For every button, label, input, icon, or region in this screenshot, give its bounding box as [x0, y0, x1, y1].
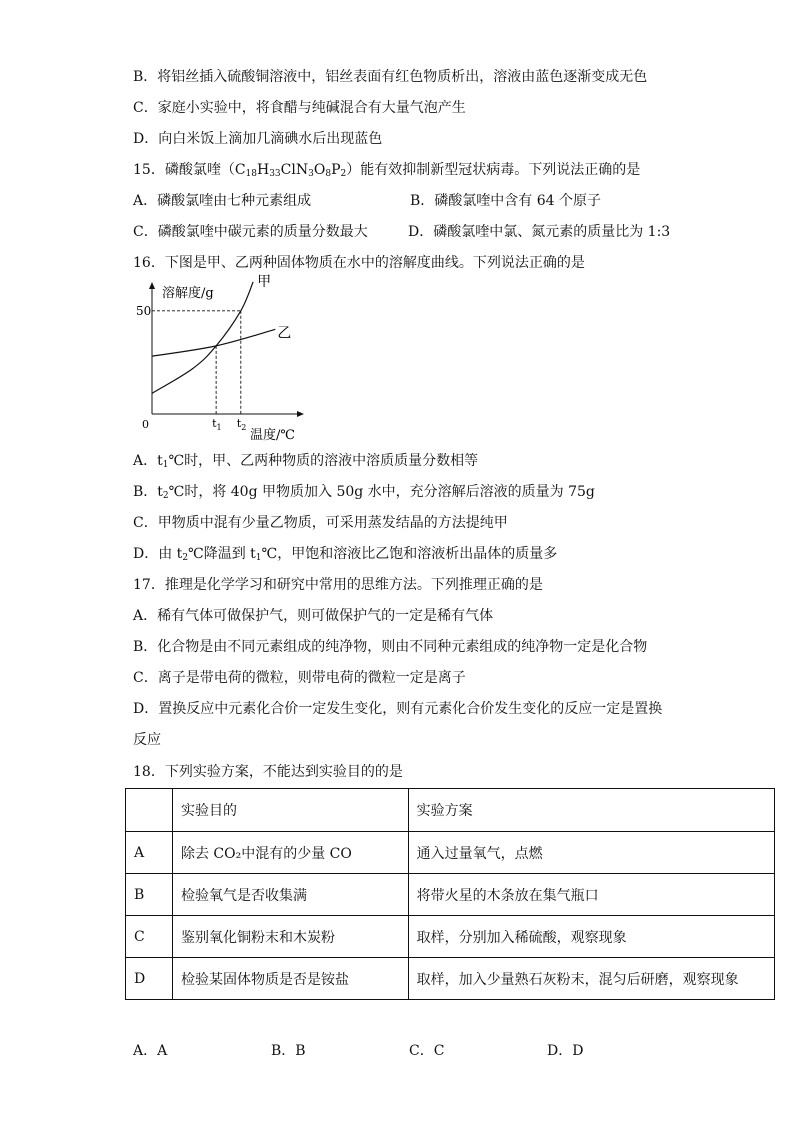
q15-sub-n: 3 — [308, 169, 314, 179]
q14-option-b: B．将铝丝插入硫酸铜溶液中，铝丝表面有红色物质析出，溶液由蓝色逐渐变成无色 — [133, 69, 648, 85]
y-tick-50: 50 — [136, 303, 152, 318]
table-row — [126, 958, 775, 1000]
series-yi-line — [152, 329, 275, 356]
table-cell: 取样，加入少量熟石灰粉末，混匀后研磨，观察现象 — [408, 958, 774, 1000]
q15-option-a: A．磷酸氯喹由七种元素组成 — [133, 193, 312, 209]
q17-option-a: A．稀有气体可做保护气，则可做保护气的一定是稀有气体 — [133, 608, 494, 624]
table-cell: C — [126, 916, 173, 958]
table-cell: 检验某固体物质是否是铵盐 — [172, 958, 408, 1000]
q17-option-b: B．化合物是由不同元素组成的纯净物，则由不同种元素组成的纯净物一定是化合物 — [133, 639, 648, 655]
q15-h: H — [256, 162, 270, 178]
table-cell: 检验氧气是否收集满 — [172, 874, 408, 916]
q16d-pre: D．由 t — [133, 546, 183, 562]
q15-option-d: D．磷酸氯喹中氯、氮元素的质量比为 1:3 — [408, 224, 671, 240]
q17-option-c: C．离子是带电荷的微粒，则带电荷的微粒一定是离子 — [133, 670, 466, 686]
origin-label: 0 — [142, 418, 149, 431]
x-tick-t1-sub: 1 — [216, 423, 222, 432]
q15-stem — [133, 161, 640, 183]
y-axis-arrow — [149, 282, 155, 289]
q16b-pre: B．t — [133, 484, 163, 500]
q16d-sub1: 2 — [182, 553, 189, 563]
q15-o: O — [313, 162, 326, 178]
q15-sub-c: 18 — [245, 169, 257, 179]
x-tick-t2-base: t — [236, 417, 242, 430]
q16-option-c: C．甲物质中混有少量乙物质，可采用蒸发结晶的方法提纯甲 — [133, 515, 508, 531]
q15-prefix: 15．磷酸氯喹（C — [133, 162, 246, 178]
table-cell: A — [126, 832, 173, 874]
series-jia-label: 甲 — [257, 273, 272, 290]
x-axis-arrow — [297, 411, 304, 417]
q16d-sub2: 1 — [255, 553, 262, 563]
table-row — [126, 874, 775, 916]
q16d-mid: ℃降温到 t — [188, 546, 256, 562]
q15-sub-h: 33 — [269, 169, 281, 179]
series-yi-label: 乙 — [277, 325, 292, 342]
q14-option-c: C．家庭小实验中，将食醋与纯碱混合有大量气泡产生 — [133, 100, 466, 116]
table-cell: 将带火星的木条放在集气瓶口 — [408, 874, 774, 916]
q16a-sub: 1 — [162, 460, 169, 470]
q15-option-c: C．磷酸氯喹中碳元素的质量分数最大 — [133, 224, 368, 240]
experiment-table — [125, 788, 775, 1000]
chart-ylabel: 溶解度/g — [162, 286, 214, 301]
q17-option-d: D．置换反应中元素化合价一定发生变化，则有元素化合价发生变化的反应一定是置换 — [133, 701, 663, 717]
q18-answer-c: C．C — [409, 1043, 445, 1059]
q16-option-b — [133, 483, 595, 505]
q15-cln: ClN — [280, 162, 309, 178]
q14-option-d: D．向白米饭上滴加几滴碘水后出现蓝色 — [133, 131, 383, 147]
x-tick-t2-sub: 2 — [241, 423, 247, 432]
q17-stem: 17．推理是化学学习和研究中常用的思维方法。下列推理正确的是 — [133, 577, 543, 593]
x-tick-t1-base: t — [212, 417, 217, 430]
q18-stem: 18．下列实验方案，不能达到实验目的的是 — [133, 764, 403, 780]
x-tick-t1 — [212, 417, 222, 432]
q16-stem: 16．下图是甲、乙两种固体物质在水中的溶解度曲线。下列说法正确的是 — [133, 255, 585, 271]
q18-answer-a: A．A — [133, 1043, 168, 1059]
table-cell: 鉴别氧化铜粉末和木炭粉 — [172, 916, 408, 958]
q18-answer-b: B．B — [271, 1043, 306, 1059]
table-header-cell — [126, 789, 173, 832]
table-header-cell: 实验方案 — [408, 789, 774, 832]
table-cell: 通入过量氧气，点燃 — [408, 832, 774, 874]
table-row — [126, 916, 775, 958]
chart-xlabel: 温度/℃ — [250, 428, 295, 443]
q15-option-b: B．磷酸氯喹中含有 64 个原子 — [410, 193, 602, 209]
q15-suffix: ）能有效抑制新型冠状病毒。下列说法正确的是 — [346, 162, 641, 178]
table-cell: D — [126, 958, 173, 1000]
table-cell: B — [126, 874, 173, 916]
q16-option-d — [133, 545, 557, 567]
x-tick-t2 — [237, 417, 247, 432]
q15-sub-p: 2 — [340, 169, 347, 179]
q17-option-d-continued: 反应 — [133, 732, 161, 748]
q18-answer-d: D．D — [547, 1043, 584, 1059]
table-header-cell: 实验目的 — [172, 789, 408, 832]
q16d-post: ℃，甲饱和溶液比乙饱和溶液析出晶体的质量多 — [261, 546, 558, 562]
table-cell: 除去 CO₂中混有的少量 CO — [172, 832, 408, 874]
solubility-chart — [136, 273, 310, 443]
q16b-sub: 2 — [162, 491, 169, 501]
q15-sub-o: 8 — [325, 169, 332, 179]
q15-p: P — [331, 162, 341, 178]
table-row — [126, 832, 775, 874]
q16b-post: ℃时，将 40g 甲物质加入 50g 水中，充分溶解后溶液的质量为 75g — [168, 484, 595, 500]
table-header-row — [126, 789, 775, 832]
q16a-pre: A．t — [133, 453, 163, 469]
q16a-post: ℃时，甲、乙两种物质的溶液中溶质质量分数相等 — [168, 453, 479, 469]
table-cell: 取样，分别加入稀硫酸，观察现象 — [408, 916, 774, 958]
q16-option-a — [133, 452, 478, 474]
